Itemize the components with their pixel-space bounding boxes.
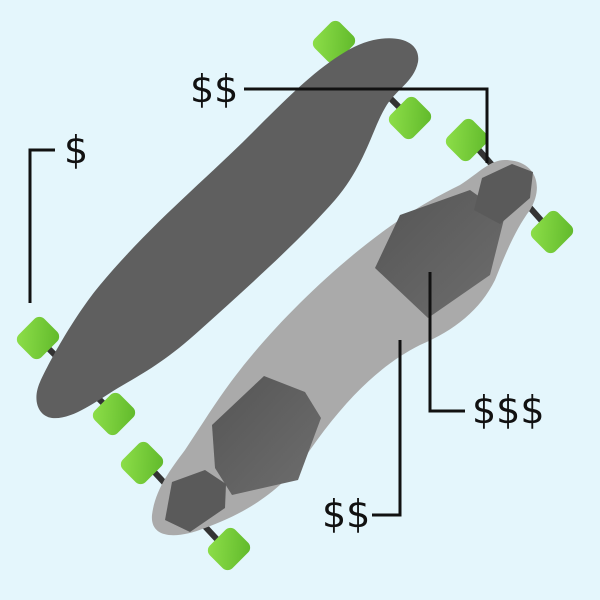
wheels-cost-label: $$	[322, 492, 371, 536]
deck-cost-label: $	[64, 128, 89, 172]
leader-deck	[30, 150, 55, 303]
trucks-cost-label: $$	[190, 67, 239, 111]
bearings-cost-label: $$$	[472, 388, 545, 432]
